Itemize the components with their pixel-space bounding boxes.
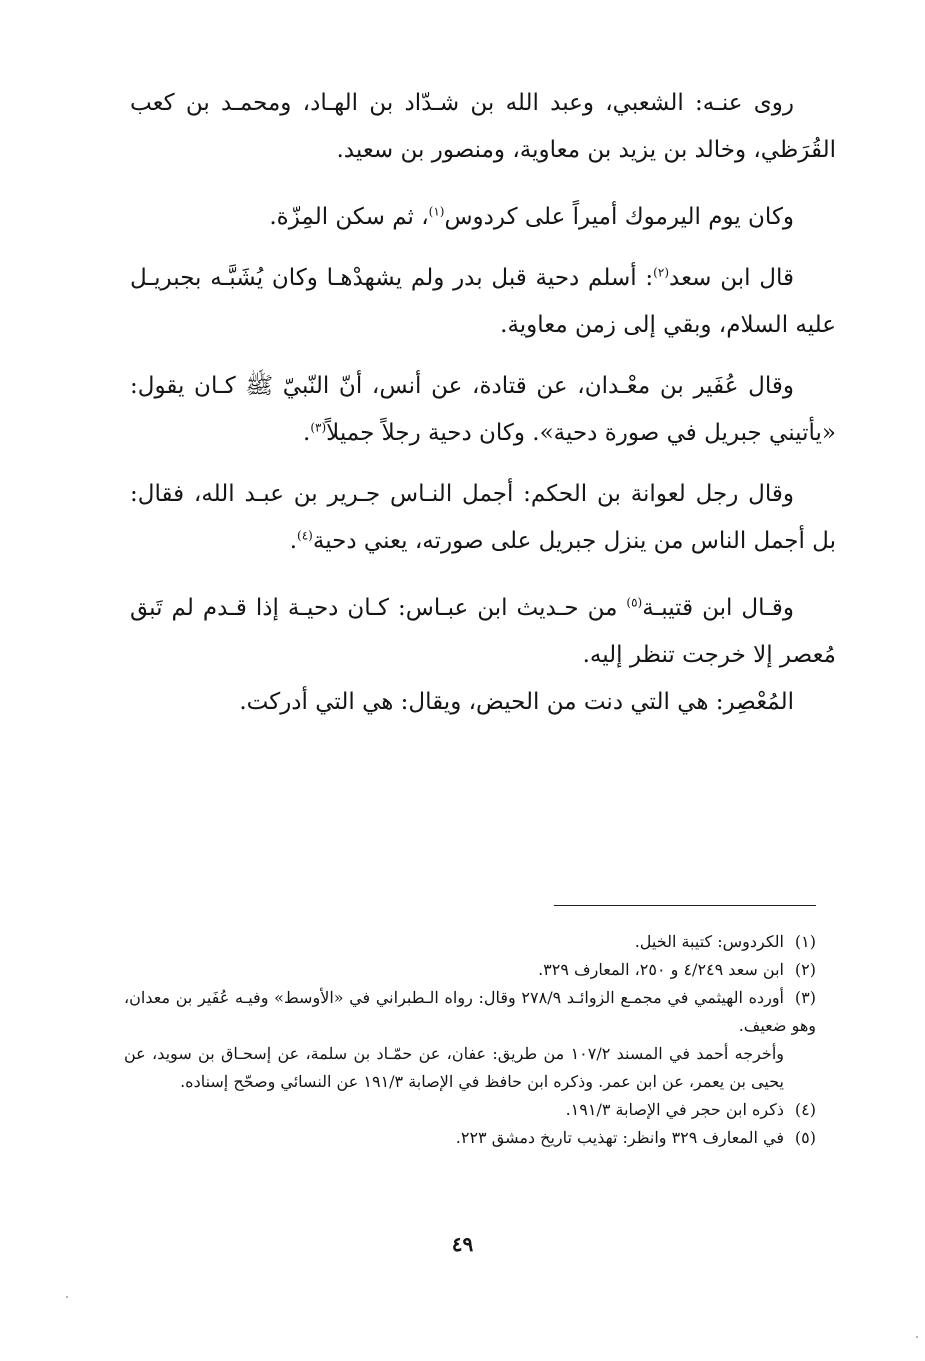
footnote-number: (٣) <box>794 988 817 1007</box>
footnote-text: ابن سعد ٤/٢٤٩ و ٢٥٠، المعارف ٣٢٩. <box>538 960 784 979</box>
footnote-number: (٢) <box>794 960 816 979</box>
paragraph-text: قال ابن سعد <box>669 265 794 291</box>
footnote-marker[interactable]: (٥) <box>626 595 643 610</box>
paragraph-text: من حـديث ابن عبـاس: كـان دحيـة إذا قـدم لم تَبق مُعصر إلا خرجت تنظر إليه. <box>130 595 836 668</box>
paragraph-text: المُعْصِر: هي التي دنت من الحيض، ويقال: هي التي أدركت. <box>239 689 794 715</box>
paragraph-ibn-qutayba <box>130 585 836 679</box>
footnote-separator <box>554 905 816 906</box>
footnote-3-continuation <box>124 1040 816 1096</box>
scan-speck <box>66 1296 68 1298</box>
paragraph-awana <box>130 471 836 565</box>
footnote-marker[interactable]: (٢) <box>653 265 669 280</box>
paragraph-narrators <box>130 80 836 174</box>
paragraph-text: وقال رجل لعوانة بن الحكم: أجمل النـاس جـرير بن عبـد الله، فقال: بل أجمل الناس من ينزل جبريل على صورته، يعني دحية <box>130 481 836 554</box>
footnote-number: (٥) <box>794 1128 816 1147</box>
footnote-text: الكردوس: كتيبة الخيل. <box>634 932 784 951</box>
footnote-text: أورده الهيثمي في مجمـع الزوائـد ٢٧٨/٩ وقال: رواه الـطبراني في «الأوسط» وفيـه عُفَير بن معدان، وهو ضعيف. <box>124 988 816 1035</box>
scan-speck <box>916 1336 918 1338</box>
footnote-5 <box>124 1124 816 1152</box>
paragraph-ibn-saad <box>130 255 836 349</box>
footnote-2 <box>124 956 816 984</box>
paragraph-text: وكان يوم اليرموك أميراً على كردوس <box>444 204 794 230</box>
footnote-number: (١) <box>794 932 816 951</box>
paragraph-text: وقـال ابن قتيبـة <box>642 595 794 621</box>
paragraph-text: وقال عُفَير بن معْـدان، عن قتادة، عن أنس، أنّ النّبيّ ﷺ كـان يقول: «يأتيني جبريل في صورة دحية». وكان دحية رجلاً جميلاً <box>130 373 836 446</box>
paragraph-ufayr <box>130 363 836 457</box>
footnote-text: في المعارف ٣٢٩ وانظر: تهذيب تاريخ دمشق ٢٢٣. <box>455 1128 784 1147</box>
footnotes <box>124 928 816 1152</box>
footnote-number: (٤) <box>794 1100 816 1119</box>
footnote-marker[interactable]: (٤) <box>297 528 313 543</box>
footnote-text: وأخرجه أحمد في المسند ١٠٧/٢ من طريق: عفان، عن حمّـاد بن سلمة، عن إسحـاق بن سويد، عن يحيى بن يعمر، عن ابن عمر. وذكره ابن حافظ في الإصابة ١٩١/٣ عن النسائي وصحّح إسناده. <box>124 1044 784 1091</box>
paragraph-text: ، ثم سكن المِزّة. <box>269 204 429 230</box>
paragraph-text: روى عنـه: الشعبي، وعبد الله بن شـدّاد بن الهـاد، ومحمـد بن كعب القُرَظي، وخالد بن يزيد بن معاوية، ومنصور بن سعيد. <box>130 90 836 163</box>
paragraph-yarmouk <box>130 194 836 241</box>
paragraph-text: . <box>289 528 298 554</box>
footnote-marker[interactable]: (٣) <box>310 420 327 435</box>
footnote-3 <box>124 984 816 1040</box>
paragraph-text: . <box>303 420 311 446</box>
page-number: ٤٩ <box>451 1232 474 1256</box>
main-text <box>130 80 836 726</box>
footnote-4 <box>124 1096 816 1124</box>
paragraph-definition <box>130 679 836 726</box>
footnote-text: ذكره ابن حجر في الإصابة ١٩١/٣. <box>565 1100 784 1119</box>
footnote-marker[interactable]: (١) <box>428 204 445 219</box>
paragraph-text: : أسلم دحية قبل بدر ولم يشهدْهـا وكان يُشَبَّـه بجبريـل عليه السلام، وبقي إلى زمن معاوية. <box>130 265 836 338</box>
footnote-1 <box>124 928 816 956</box>
